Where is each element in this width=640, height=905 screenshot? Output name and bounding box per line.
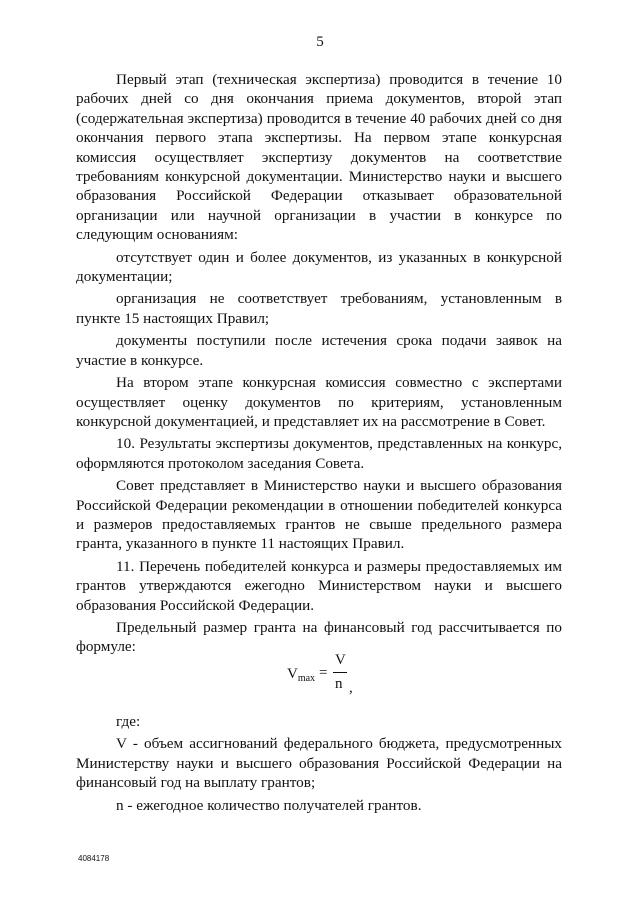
- paragraph-item-10: 10. Результаты экспертизы документов, представленных на конкурс, оформляются протоколом заседания Совета.: [76, 435, 562, 472]
- paragraph-item-11: 11. Перечень победителей конкурса и размеры предоставляемых им грантов утверждаются ежегодно Министерством науки и высшего образования Российской Федерации.: [76, 557, 562, 614]
- formula-equals: =: [319, 665, 328, 681]
- formula-fraction-bar: [333, 672, 347, 673]
- paragraph-ground-late-submission: документы поступили после истечения срока подачи заявок на участие в конкурсе.: [76, 332, 562, 369]
- paragraph-stages: Первый этап (техническая экспертиза) проводится в течение 10 рабочих дней со дня окончания приема документов, второй этап (содержательная экспертиза) проводится в течение 40 рабочих дней со дня окончания первого этапа экспертизы. На первом этапе конкурсная комиссия осуществляет экспертизу документов на соответствие требованиям конкурсной документации. Министерство науки и высшего образования Российской Федерации отказывает образовательной организации или научной организации в участии в конкурсе по следующим основаниям:: [76, 71, 562, 244]
- paragraph-ground-missing-docs: отсутствует один и более документов, из указанных в конкурсной документации;: [76, 248, 562, 286]
- paragraph-formula-intro: Предельный размер гранта на финансовый год рассчитывается по формуле:: [76, 618, 562, 656]
- grant-formula: [0, 648, 640, 698]
- paragraph-v-definition: V - объем ассигнований федерального бюджета, предусмотренных Министерству науки и высшего образования Российской Федерации на финансовый год на выплату грантов;: [76, 735, 562, 792]
- formula-legend: [76, 712, 562, 818]
- formula-numerator: V: [335, 652, 346, 668]
- paragraph-where: где:: [116, 713, 141, 730]
- document-code: 4084178: [78, 854, 110, 863]
- paragraph-second-stage: На втором этапе конкурсная комиссия совместно с экспертами осуществляет оценку документов по критериям, установленным конкурсной документацией, и представляет их на рассмотрение в Совет.: [76, 374, 562, 430]
- formula-lhs-subscript: max: [297, 673, 316, 684]
- page-number: 5: [316, 34, 324, 50]
- formula-trailing-comma: ,: [349, 680, 353, 696]
- formula-lhs: $V_{max}$: [287, 666, 316, 684]
- paragraph-ground-nonconforming-org: организация не соответствует требованиям, установленным в пункте 15 настоящих Правил;: [76, 290, 562, 327]
- paragraph-n-definition: n - ежегодное количество получателей грантов.: [116, 796, 422, 814]
- paragraph-council-recommendations: Совет представляет в Министерство науки и высшего образования Российской Федерации рекомендации в отношении победителей конкурса и размеров предоставляемых грантов не свыше предельного размера гранта, указанного в пункте 11 настоящих Правил.: [76, 477, 562, 553]
- body-text: [76, 70, 562, 660]
- formula-denominator: n: [335, 676, 343, 692]
